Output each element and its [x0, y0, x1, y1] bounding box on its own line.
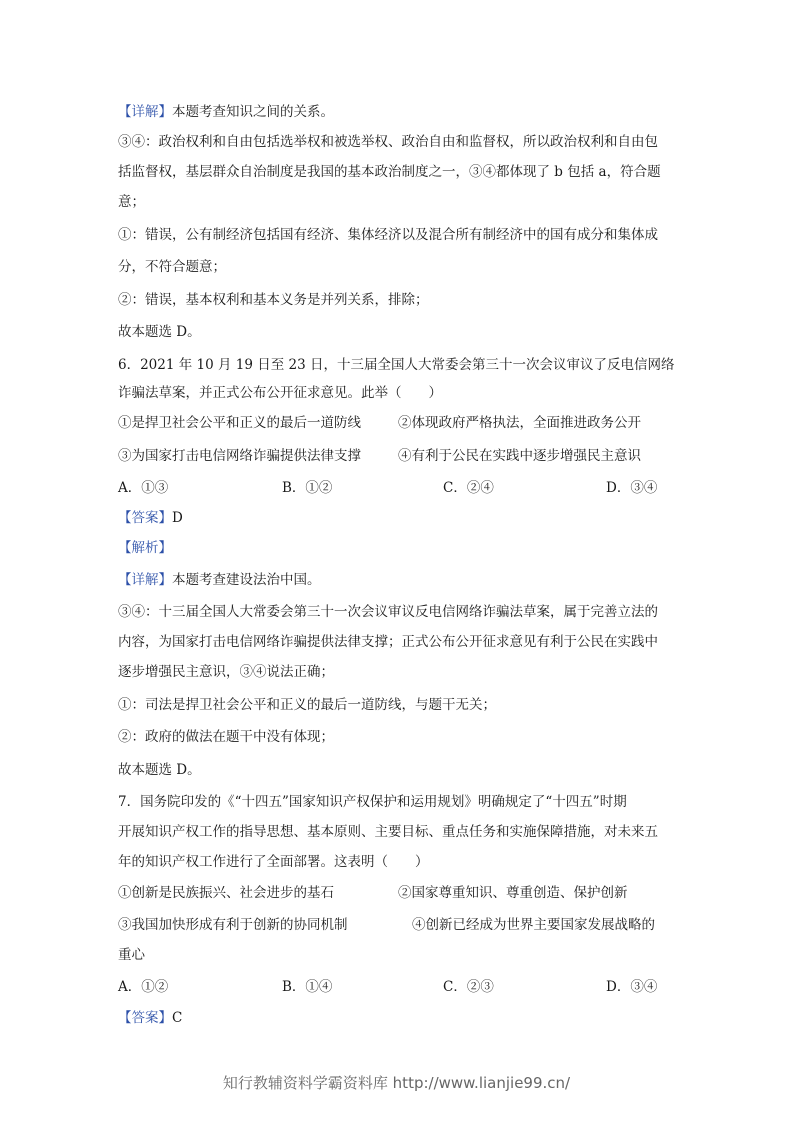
answer-tag: 【答案】 — [118, 1010, 172, 1026]
q6-detail-line — [118, 571, 678, 589]
q7-option-d: D．③④ — [606, 979, 658, 995]
detail-text: 本题考查建设法治中国。 — [172, 572, 321, 588]
q7-stem-line: 年的知识产权工作进行了全面部署。这表明（ ） — [118, 854, 429, 870]
answer-value: D — [172, 510, 183, 526]
q6-stem-line: 6．2021 年 10 月 19 日至 23 日，十三届全国人大常委会第三十一次会议审议了反电信网络 — [118, 357, 675, 373]
q6-answer-line — [118, 509, 678, 527]
q6-explain-line: ②：政府的做法在题干中没有体现； — [118, 729, 334, 745]
q7-statement-4: ④创新已经成为世界主要国家发展战略的 — [412, 917, 655, 933]
q6-option-c: C．②④ — [443, 480, 494, 496]
q5-explain-line: ①：错误，公有制经济包括国有经济、集体经济以及混合所有制经济中的国有成分和集体成 — [118, 227, 658, 243]
q6-analysis-tag: 【解析】 — [118, 540, 172, 556]
answer-value: C — [172, 1010, 183, 1026]
q6-statement-2: ②体现政府严格执法，全面推进政务公开 — [398, 415, 641, 431]
q7-statement-4-cont: 重心 — [118, 947, 145, 963]
q5-conclusion: 故本题选 D。 — [118, 324, 201, 340]
q7-statement-1: ①创新是民族振兴、社会进步的基石 — [118, 885, 334, 901]
q5-explain-line: 分，不符合题意； — [118, 259, 226, 275]
q6-explain-line: ③④：十三届全国人大常委会第三十一次会议审议反电信网络诈骗法草案，属于完善立法的 — [118, 604, 658, 620]
q7-option-a: A．①② — [118, 979, 169, 995]
q6-option-a: A．①③ — [118, 480, 169, 496]
q7-statement-3: ③我国加快形成有利于创新的协同机制 — [118, 917, 348, 933]
q6-explain-line: 内容，为国家打击电信网络诈骗提供法律支撑；正式公布公开征求意见有利于公民在实践中 — [118, 634, 658, 650]
q7-option-c: C．②③ — [443, 979, 494, 995]
q6-statement-4: ④有利于公民在实践中逐步增强民主意识 — [398, 448, 641, 464]
q6-statement-3: ③为国家打击电信网络诈骗提供法律支撑 — [118, 448, 361, 464]
q7-stem-line: 开展知识产权工作的指导思想、基本原则、主要目标、重点任务和实施保障措施，对未来五 — [118, 824, 658, 840]
q5-explain-line: 括监督权，基层群众自治制度是我国的基本政治制度之一，③④都体现了 b 包括 a，符合题 — [118, 164, 661, 180]
q5-explain-line: ③④：政治权利和自由包括选举权和被选举权、政治自由和监督权，所以政治权利和自由包 — [118, 134, 658, 150]
q7-stem-line: 7．国务院印发的《“十四五”国家知识产权保护和运用规划》明确规定了“十四五”时期 — [118, 794, 627, 810]
footer-watermark: 知行教辅资料学霸资料库 http://www.lianjie99.cn/ — [222, 1074, 571, 1092]
q5-explain-line: 意； — [118, 194, 145, 210]
q6-statement-1: ①是捍卫社会公平和正义的最后一道防线 — [118, 415, 361, 431]
q7-option-b: B．①④ — [282, 979, 333, 995]
q6-stem-line: 诈骗法草案，并正式公布公开征求意见。此举（ ） — [118, 385, 442, 401]
q6-option-b: B．①② — [282, 480, 333, 496]
q7-statement-2: ②国家尊重知识、尊重创造、保护创新 — [398, 885, 628, 901]
detail-text: 本题考查知识之间的关系。 — [172, 104, 334, 120]
detail-tag: 【详解】 — [118, 104, 172, 120]
q7-answer-line — [118, 1009, 678, 1027]
q6-explain-line: ①：司法是捍卫社会公平和正义的最后一道防线，与题干无关； — [118, 697, 496, 713]
q6-conclusion: 故本题选 D。 — [118, 762, 201, 778]
q5-explain-line: ②：错误，基本权利和基本义务是并列关系，排除； — [118, 292, 429, 308]
detail-tag: 【详解】 — [118, 572, 172, 588]
q6-explain-line: 逐步增强民主意识，③④说法正确； — [118, 664, 334, 680]
q6-option-d: D．③④ — [606, 480, 658, 496]
q5-detail-line — [118, 103, 678, 121]
answer-tag: 【答案】 — [118, 510, 172, 526]
